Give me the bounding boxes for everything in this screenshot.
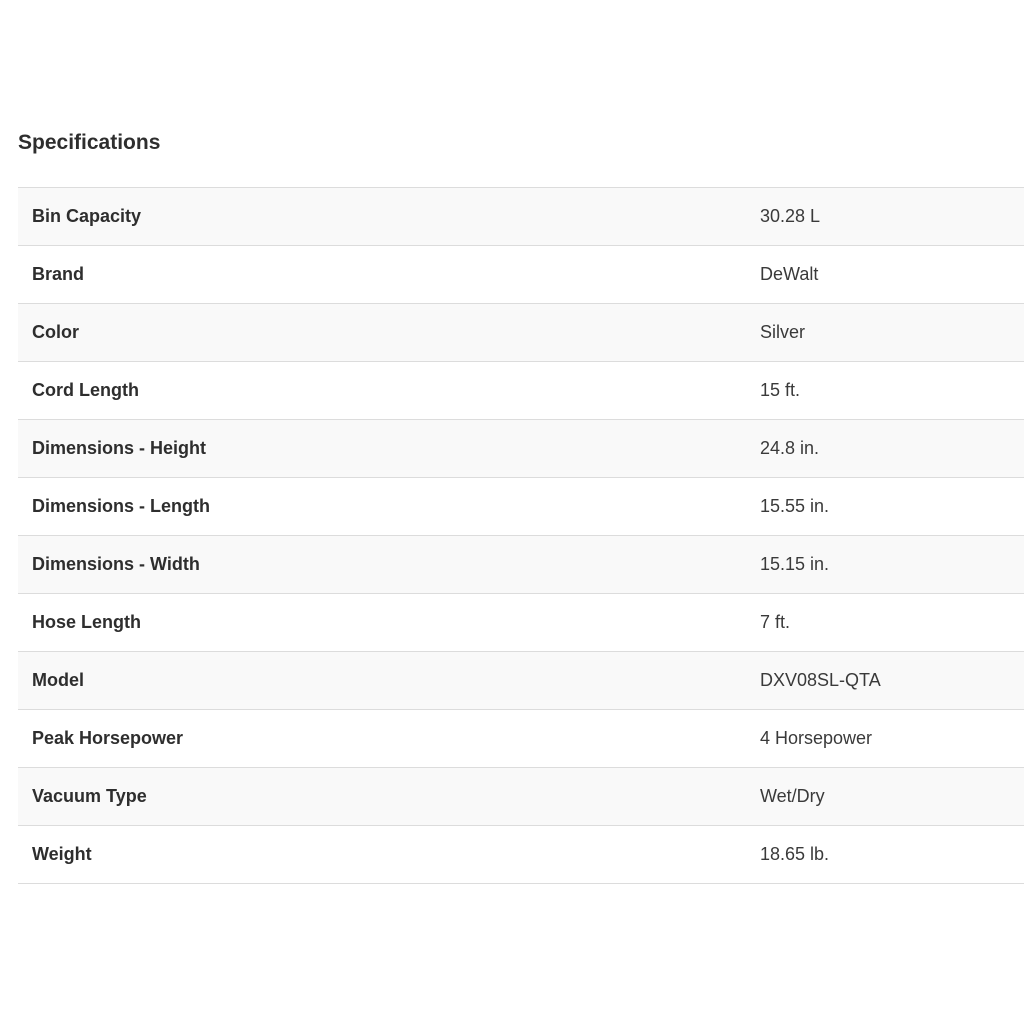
spec-name: Dimensions - Width [32,554,200,574]
spec-value: Silver [760,322,806,342]
table-row [18,246,1024,304]
table-row [18,478,1024,536]
spec-value: Wet/Dry [760,786,825,806]
spec-value: 15 ft. [760,380,801,400]
spec-value: 15.15 in. [760,554,830,574]
spec-name: Weight [32,844,92,864]
spec-value: 30.28 L [760,206,821,226]
spec-value: 18.65 lb. [760,844,830,864]
spec-name: Dimensions - Length [32,496,211,516]
spec-name: Bin Capacity [32,206,142,226]
table-row [18,420,1024,478]
spec-name: Dimensions - Height [32,438,207,458]
spec-value: 7 ft. [760,612,791,632]
spec-value: DXV08SL-QTA [760,670,881,690]
table-row [18,826,1024,884]
specifications-table [18,187,1024,884]
spec-value: DeWalt [760,264,819,284]
table-row [18,768,1024,826]
table-row [18,652,1024,710]
spec-name: Peak Horsepower [32,728,184,748]
spec-name: Vacuum Type [32,786,147,806]
spec-name: Model [32,670,84,690]
table-row [18,594,1024,652]
spec-name: Hose Length [32,612,142,632]
table-row [18,304,1024,362]
spec-name: Brand [32,264,85,284]
table-row [18,362,1024,420]
spec-value: 24.8 in. [760,438,820,458]
table-row [18,188,1024,246]
spec-value: 4 Horsepower [760,728,873,748]
section-title: Specifications [18,131,161,154]
spec-name: Color [32,322,79,342]
spec-name: Cord Length [32,380,139,400]
table-row [18,536,1024,594]
table-row [18,710,1024,768]
spec-value: 15.55 in. [760,496,830,516]
